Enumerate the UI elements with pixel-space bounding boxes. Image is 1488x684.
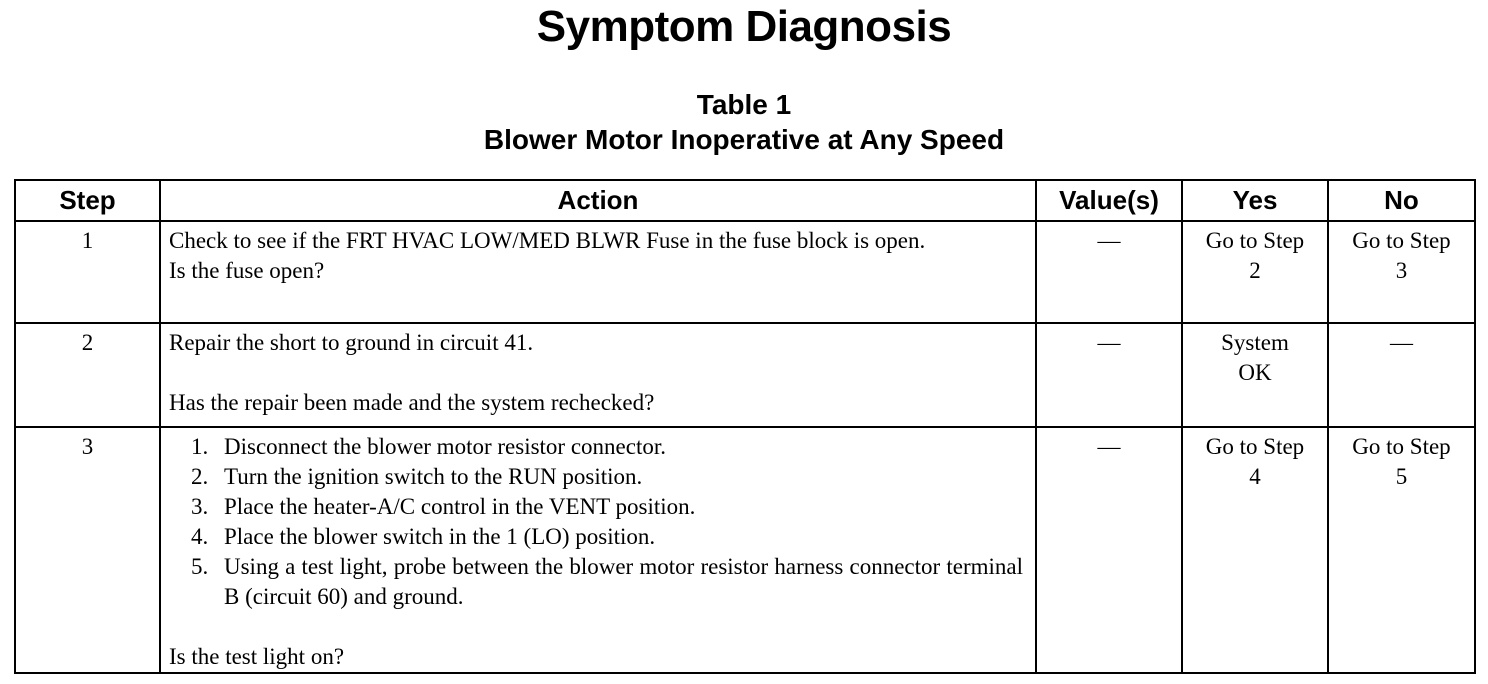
table-caption: Blower Motor Inoperative at Any Speed [483,124,1005,155]
diagnosis-table [14,179,1476,674]
substep-list [169,432,1023,612]
substep-number: 3. [191,494,209,519]
action-text: Check to see if the FRT HVAC LOW/MED BLWR Fuse in the fuse block is open. [169,228,926,253]
table-row-step-1 [15,221,1475,323]
no-target: 3 [1395,258,1408,283]
substep-text: Place the heater-A/C control in the VENT position. [224,494,696,519]
action-text: Repair the short to ground in circuit 41. [169,330,534,355]
yes-text: Go to Step [1205,434,1305,459]
step-cell: 2 [15,323,160,427]
no-cell [1328,323,1475,427]
action-question: Has the repair been made and the system rechecked? [169,390,655,415]
header-step: Step [15,180,160,221]
table-number: Table 1 [696,89,792,120]
page-title: Symptom Diagnosis [536,2,952,51]
yes-text: System [1221,330,1289,355]
action-question: Is the fuse open? [169,258,325,283]
yes-target: 2 [1249,258,1261,283]
yes-cell [1182,323,1328,427]
table-row-step-3 [15,427,1475,673]
action-question: Is the test light on? [169,644,345,669]
value-cell: — [1036,323,1182,427]
header-values: Value(s) [1036,180,1182,221]
substep-text: Turn the ignition switch to the RUN position. [224,464,643,489]
yes-target: 4 [1249,464,1261,489]
action-cell [160,427,1036,673]
substep-item [169,432,1023,462]
no-target: 5 [1395,464,1408,489]
substep-number: 1. [191,434,209,459]
yes-cell [1182,221,1328,323]
no-cell [1328,427,1475,673]
substep-text: Using a test light, probe between the blower motor resistor harness connector terminal B (circuit 60) and ground. [224,554,1023,609]
table-row-step-2 [15,323,1475,427]
header-row [15,180,1475,221]
value-cell: — [1036,427,1182,673]
header-yes: Yes [1182,180,1328,221]
blank-line [169,612,1023,642]
substep-item [169,522,1023,552]
blank-line [169,358,1023,388]
substep-item [169,462,1023,492]
header-no: No [1328,180,1475,221]
action-cell [160,323,1036,427]
no-cell [1328,221,1475,323]
no-text: Go to Step [1352,434,1451,459]
substep-item [169,552,1023,612]
action-cell [160,221,1036,323]
no-text: — [1390,330,1413,355]
yes-target: OK [1238,360,1272,385]
step-cell: 1 [15,221,160,323]
yes-text: Go to Step [1205,228,1305,253]
header-action: Action [160,180,1036,221]
step-cell: 3 [15,427,160,673]
substep-item [169,492,1023,522]
yes-cell [1182,427,1328,673]
substep-number: 4. [191,524,209,549]
substep-text: Disconnect the blower motor resistor connector. [224,434,666,459]
substep-number: 5. [191,554,209,579]
substep-text: Place the blower switch in the 1 (LO) position. [224,524,656,549]
no-text: Go to Step [1352,228,1451,253]
value-cell: — [1036,221,1182,323]
substep-number: 2. [191,464,209,489]
